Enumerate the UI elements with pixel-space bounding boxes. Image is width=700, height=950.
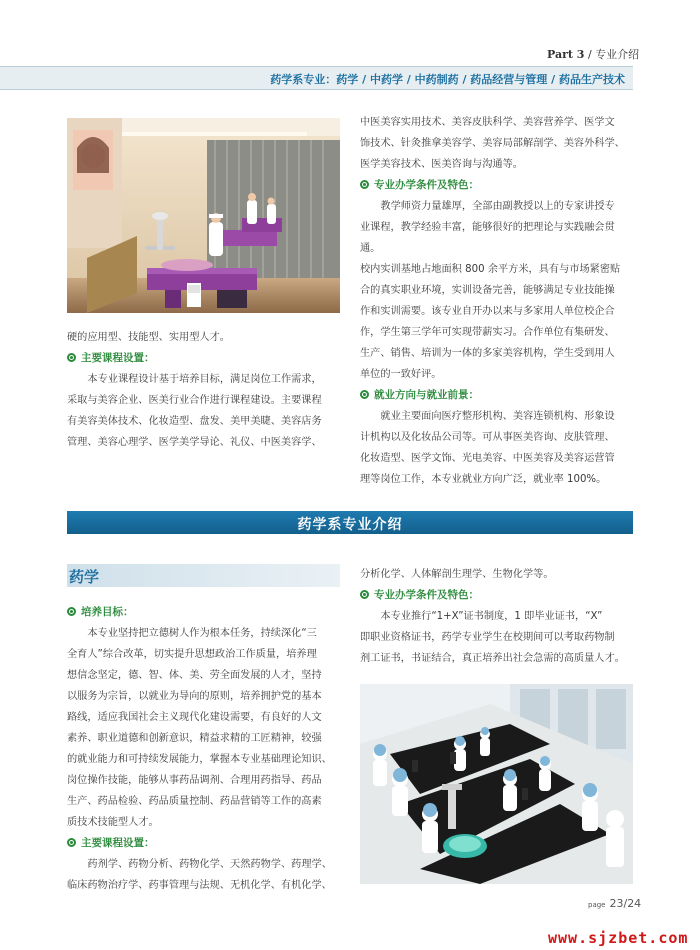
pharmacy-conditions-line: 即职业资格证书，药学专业学生在校期间可以考取药物制: [360, 632, 615, 643]
beauty-employment-line: 就业主要面向医疗整形机构、美容连锁机构、形象设: [380, 411, 615, 422]
section-title: 专业介绍: [595, 48, 640, 61]
bullet-icon: [360, 590, 369, 599]
pharmacy-right-column: [360, 564, 633, 669]
bullet-icon: [360, 390, 369, 399]
page-word: page: [588, 901, 606, 909]
beauty-course-line: 采取与美容企业、医美行业合作进行课程建设。主要课程: [67, 395, 322, 406]
pharmacy-major-title: 药学: [69, 568, 100, 586]
bullet-icon: [67, 607, 76, 616]
beauty-course-line: 有美容美体技术、化妆造型、盘发、美甲美睫、美容店务: [67, 416, 322, 427]
pharmacy-laboratory-photo: [360, 684, 633, 884]
lab-photo-illustration: [360, 684, 633, 884]
pharmacy-course-line: 分析化学、人体解剖生理学、生物化学等。: [360, 569, 554, 580]
website-watermark: www.sjzbet.com: [548, 929, 689, 947]
beauty-employment-line: 计机构以及化妆品公司等。可从事医美咨询、皮肤管理、: [360, 432, 615, 443]
bullet-icon: [67, 838, 76, 847]
page-number: [588, 897, 641, 910]
beauty-course-line: 管理、美容心理学、医学美学导论、礼仪、中医美容学、: [67, 437, 322, 448]
pharmacy-goal-line: 想信念坚定，德、智、体、美、劳全面发展的人才，坚持: [67, 670, 322, 681]
beauty-conditions-line: 教学师资力量雄厚，全部由副教授以上的专家讲授专: [380, 201, 615, 212]
header-separator: /: [584, 48, 596, 61]
pharmacy-goal-line: 岗位操作技能，能够从事药品调剂、合理用药指导、药品: [67, 775, 322, 786]
beauty-course-line: 饰技术、针灸推拿美容学、美容局部解剖学、美容外科学、: [360, 138, 625, 149]
beauty-course-heading: [67, 348, 340, 369]
pharmacy-goal-line: 的就业能力和可持续发展能力，掌握本专业基础理论知识、: [67, 754, 332, 765]
beauty-conditions-line: 作和实训需要。该专业自开办以来与多家用人单位校企合: [360, 306, 615, 317]
pharmacy-department-banner: [67, 511, 633, 534]
beauty-employment-line: 理等岗位工作，本专业就业方向广泛，就业率 100%。: [360, 474, 607, 485]
pharmacy-goal-line: 质技术技能型人才。: [67, 817, 159, 828]
pharmacy-goal-line: 以服务为宗旨，以就业为导向的原则，培养拥护党的基本: [67, 691, 322, 702]
pharmacy-course-line: 药剂学、药物分析、药物化学、天然药物学、药理学、: [87, 859, 332, 870]
pharmacy-goal-heading-text: 培养目标：: [81, 606, 134, 618]
pharmacy-goal-line: 全育人”综合改革，切实提升思想政治工作质量，培养理: [67, 649, 317, 660]
part-label: Part 3: [547, 48, 585, 61]
beauty-left-column: [67, 327, 340, 453]
page-numbers: 23/24: [609, 897, 642, 910]
beauty-conditions-line: 业课程，教学经验丰富，能够很好的把理论与实践融会贯通。: [360, 222, 615, 254]
beauty-intro-ending: 硬的应用型、技能型、实用型人才。: [67, 332, 230, 343]
beauty-salon-classroom-photo: [67, 118, 340, 313]
pharmacy-banner-title: 药学系专业介绍: [297, 517, 403, 533]
beauty-employment-heading-text: 就业方向与就业前景：: [374, 389, 479, 401]
running-header: [547, 46, 639, 62]
beauty-course-line: 医学美容技术、医美咨询与沟通等。: [360, 159, 523, 170]
beauty-conditions-heading-text: 专业办学条件及特色：: [374, 179, 479, 191]
pharmacy-course-line: 临床药物治疗学、药事管理与法规、无机化学、有机化学、: [67, 880, 332, 891]
pharmacy-goal-line: 本专业坚持把立德树人作为根本任务，持续深化“三: [87, 628, 317, 639]
beauty-conditions-line: 作，学生第三学年可实现带薪实习。合作单位有集研发、: [360, 327, 615, 338]
beauty-employment-heading: [360, 385, 633, 406]
department-majors-text: 药学系专业：药学 / 中药学 / 中药制药 / 药品经营与管理 / 药品生产技术: [270, 73, 625, 86]
beauty-conditions-line: 生产、销售、培训为一体的多家美容机构，学生受到用人: [360, 348, 615, 359]
pharmacy-course-heading-text: 主要课程设置：: [81, 837, 155, 849]
pharmacy-major-title-bar: [67, 564, 340, 587]
pharmacy-goal-heading: [67, 602, 340, 623]
beauty-employment-line: 化妆造型、医学文饰、光电美容、中医美容及美容运营管: [360, 453, 615, 464]
pharmacy-goal-line: 素养、职业道德和创新意识，精益求精的工匠精神，较强: [67, 733, 322, 744]
pharmacy-conditions-heading-text: 专业办学条件及特色：: [374, 589, 479, 601]
beauty-right-column: [360, 112, 633, 490]
beauty-conditions-line: 单位的一致好评。: [360, 369, 442, 380]
pharmacy-goal-line: 生产、药品检验、药品质量控制、药品营销等工作的高素: [67, 796, 322, 807]
bullet-icon: [360, 180, 369, 189]
beauty-conditions-line: 校内实训基地占地面积 800 余平方米，具有与市场紧密贴: [360, 264, 621, 275]
pharmacy-conditions-line: 本专业推行“1+X”证书制度，1 即毕业证书，“X”: [380, 611, 603, 622]
bullet-icon: [67, 353, 76, 362]
department-majors-bar: [0, 66, 633, 90]
pharmacy-conditions-heading: [360, 585, 633, 606]
beauty-course-heading-text: 主要课程设置：: [81, 352, 155, 364]
pharmacy-goal-line: 路线，适应我国社会主义现代化建设需要，有良好的人文: [67, 712, 322, 723]
beauty-course-line: 中医美容实用技术、美容皮肤科学、美容营养学、医学文: [360, 117, 615, 128]
beauty-photo-illustration: [67, 118, 340, 313]
pharmacy-course-heading: [67, 833, 340, 854]
beauty-course-line: 本专业课程设计基于培养目标，满足岗位工作需求，: [87, 374, 322, 385]
beauty-conditions-line: 合的真实职业环境，实训设备完善，能够满足专业技能操: [360, 285, 615, 296]
pharmacy-conditions-line: 剂工证书，书证结合，真正培养出社会急需的高质量人才。: [360, 653, 625, 664]
beauty-conditions-heading: [360, 175, 633, 196]
pharmacy-left-column: [67, 602, 340, 896]
